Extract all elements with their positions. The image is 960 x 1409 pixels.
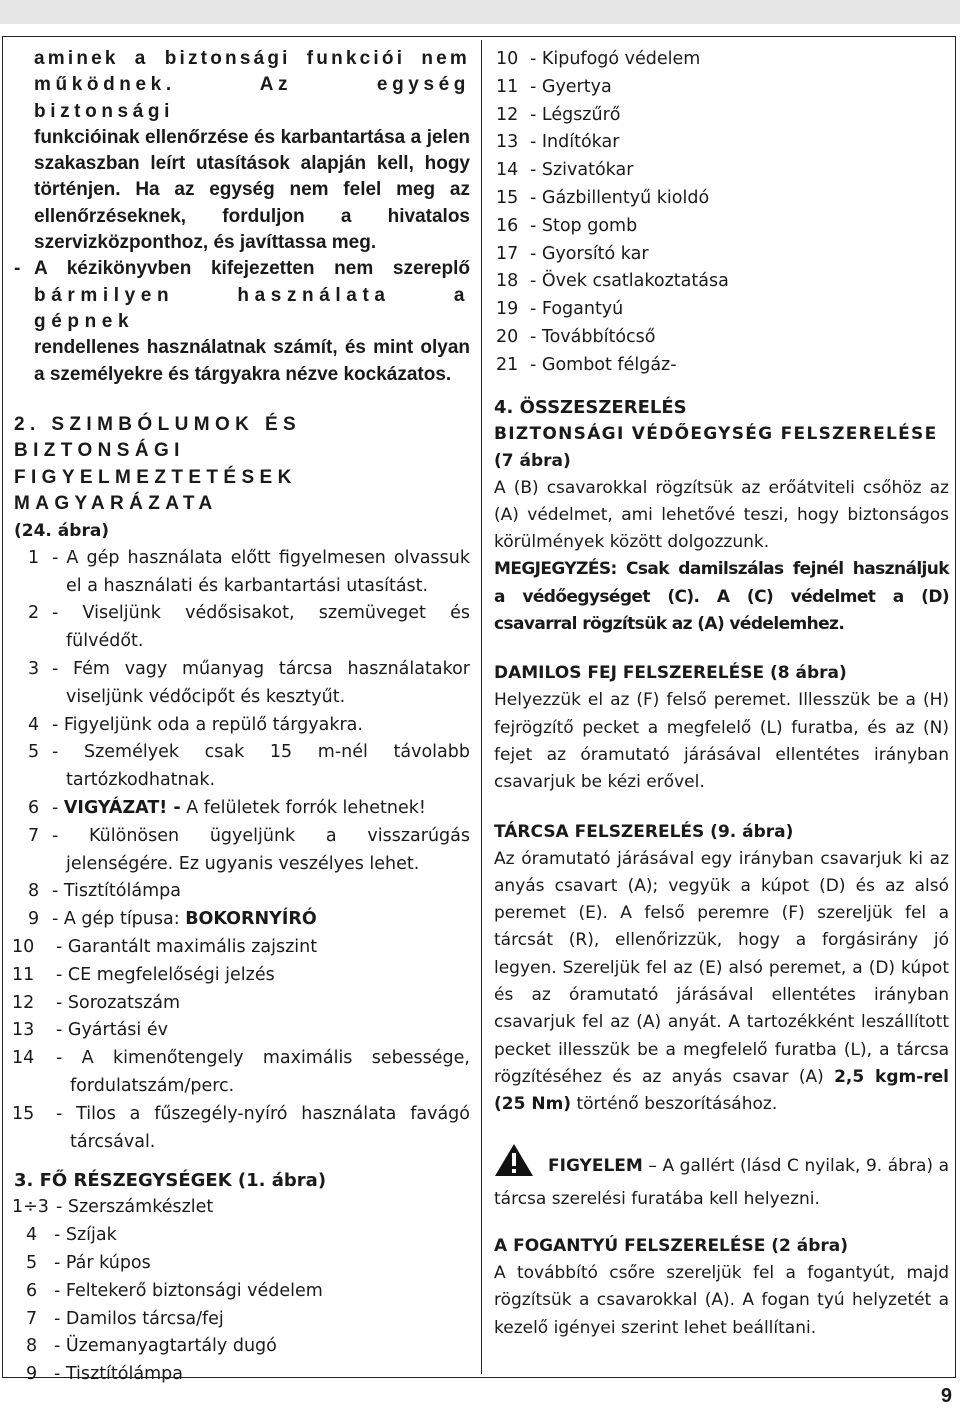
item-number: 9: [26, 1364, 38, 1385]
item-text: - Övek csatlakoztatása: [530, 271, 729, 292]
tarcsa-text-main: Az óramutató járásával egy irányban csavarjuk ki az anyás csavart (A); vegyük a kúpot (D) és az alsó peremet (E). A felső peremre (F) szereljük fel a tárcsát (R), ellenőrizzük, hogy a forgásirány jó legyen. Szereljük fel az (E) alsó peremet, a (D) kúpot és az óramutató járásával ellentétes irányban csavarjuk fel az (A) anyát. A tartozékként leszállított pecket illesszük be a megfelelő furatba (L), a tárcsa rögzítéséhez és az anyás csavar (A): [494, 848, 949, 1087]
section-2-title-line-1: 2. SZIMBÓLUMOK ÉS BIZTONSÁGI: [14, 413, 302, 462]
part-item: [494, 324, 949, 352]
top-bar: [0, 0, 960, 24]
part-item: [494, 102, 949, 130]
intro-line-2: működnek. Az egység biztonsági: [34, 74, 470, 122]
item-text: - Fogantyú: [530, 299, 624, 320]
item-number: 3: [28, 659, 40, 680]
damil-title: DAMILOS FEJ FELSZERELÉSE (8 ábra): [494, 663, 847, 684]
tarcsa-torque: 2,5 kgm-rel (25 Nm): [494, 1066, 950, 1115]
part-item: [494, 352, 949, 380]
item-text: - Gázbillentyű kioldó: [530, 187, 710, 208]
item-text: - A gép használata előtt figyelmesen olvassuk el a használati és karbantartási utasítást.: [52, 547, 470, 596]
item-text: - Gyártási év: [56, 1020, 168, 1041]
item-number: 14: [496, 160, 519, 181]
tarcsa-text-end: történő beszorításához.: [571, 1094, 778, 1115]
item-text: - Fém vagy műanyag tárcsa használatakor viseljünk védőcipőt és kesztyűt.: [52, 659, 470, 707]
intro-p2-rest: rendellenes használatnak számít, és mint olyan a személyekre és tárgyakra nézve kockázatos.: [34, 337, 470, 385]
item-number: 2: [28, 603, 40, 624]
figyelem-label: FIGYELEM: [548, 1155, 643, 1176]
item-number: 20: [496, 326, 519, 347]
item-text-post: A felületek forrók lehetnek!: [180, 798, 426, 819]
item-number: 4: [28, 714, 40, 735]
item-number: 21: [496, 354, 519, 375]
item-number: 5: [28, 742, 40, 763]
item-text: - A kimenőtengely maximális sebessége, fordulatszám/perc.: [56, 1048, 470, 1096]
section-2-title: [14, 412, 470, 518]
part-item: [14, 1361, 470, 1389]
symbol-item: [14, 795, 470, 823]
item-text: - Továbbítócső: [530, 326, 656, 347]
item-number: 10: [496, 49, 519, 69]
section-2-subtitle: (24. ábra): [14, 520, 110, 541]
part-item: [14, 1333, 470, 1361]
item-text: - Sorozatszám: [56, 992, 181, 1013]
symbol-item: [14, 600, 470, 656]
part-item: [494, 157, 949, 185]
part-item: [494, 185, 949, 213]
item-number: 7: [26, 1308, 38, 1329]
symbol-item: [14, 545, 470, 601]
symbol-item: [14, 656, 470, 712]
item-text-bold: BOKORNYÍRÓ: [185, 909, 317, 930]
item-number: 14: [12, 1048, 35, 1069]
item-number: 19: [496, 299, 519, 320]
section-4-note: MEGJEGYZÉS: Csak damilszálas fejnél használjuk a védőegységet (C). A (C) védelmet a (D) csavarral rögzítsük az (A) védelemhez.: [494, 559, 949, 635]
page-number: 9: [940, 1385, 952, 1407]
part-item: [494, 129, 949, 157]
item-text: - Szerszámkészlet: [56, 1197, 214, 1218]
part-item: [494, 46, 949, 74]
damil-text: Helyezzük el az (F) felső peremet. Illesszük be a (H) fejrögzítő pecket a megfelelő (L) furatba, és az (N) fejet az óramutató járásával ellentétes irányban csavarjuk be kézi erővel.: [494, 690, 949, 793]
right-column: [494, 46, 949, 1342]
symbol-item: [14, 878, 470, 906]
symbol-item: [14, 1101, 470, 1157]
item-text: - Stop gomb: [530, 215, 638, 236]
symbol-item: [14, 1017, 470, 1045]
item-number: 5: [26, 1252, 38, 1273]
section-4-text: A (B) csavarokkal rögzítsük az erőátviteli csőhöz az (A) védelmet, ami lehetővé teszi, hogy biztonságos körülmények között dolgozzunk.: [494, 477, 949, 553]
item-text: - Tisztítólámpa: [52, 881, 181, 902]
part-item: [14, 1306, 470, 1334]
part-item: [494, 268, 949, 296]
part-item: [494, 241, 949, 269]
item-number: 13: [12, 1020, 35, 1041]
item-number: 8: [28, 881, 40, 902]
section-4-subtitle: BIZTONSÁGI VÉDŐEGYSÉG FELSZERELÉSE: [494, 423, 938, 444]
item-text: - Damilos tárcsa/fej: [54, 1308, 224, 1329]
item-number: 10: [12, 937, 35, 958]
item-number: 13: [496, 132, 519, 153]
item-text: - Gyertya: [530, 76, 612, 97]
item-text: - Indítókar: [530, 132, 620, 153]
item-number: 12: [12, 992, 35, 1013]
item-number: 15: [496, 187, 519, 208]
item-number: 11: [12, 964, 35, 985]
warning-icon: [494, 1143, 534, 1186]
section-4-title: 4. ÖSSZESZERELÉS: [494, 396, 687, 418]
figyelem-block: [494, 1143, 949, 1214]
item-number: 9: [28, 909, 40, 930]
part-item: [14, 1194, 470, 1222]
intro-line-1: aminek a biztonsági funkciói nem: [34, 48, 470, 69]
part-item: [14, 1222, 470, 1250]
item-text: [52, 906, 470, 934]
item-text: - Figyeljünk oda a repülő tárgyakra.: [52, 714, 363, 735]
parts-list-left: [14, 1194, 470, 1389]
item-number: 12: [496, 104, 519, 125]
symbol-item: [14, 823, 470, 879]
item-number: 16: [496, 215, 519, 236]
tarcsa-title: TÁRCSA FELSZERELÉS (9. ábra): [494, 821, 794, 842]
item-text: - Szivatókar: [530, 160, 634, 181]
fogantyu-title: A FOGANTYÚ FELSZERELÉSE (2 ábra): [494, 1236, 849, 1257]
symbol-item: [14, 906, 470, 934]
item-text: - Viseljünk védősisakot, szemüveget és fülvédőt.: [52, 603, 470, 652]
figyelem-text: – A gallért (lásd C nyilak, 9. ábra) a tárcsa szerelési furatába kell helyezni.: [494, 1155, 949, 1209]
item-number: 15: [12, 1103, 35, 1124]
intro-paragraph-1: [14, 46, 470, 256]
column-divider: [481, 40, 482, 1374]
symbols-list: [14, 545, 470, 1157]
item-number: 1÷3: [12, 1197, 49, 1218]
item-text: - Légszűrő: [530, 104, 621, 125]
intro-paragraph-2: [14, 256, 470, 387]
section-3-title: 3. FŐ RÉSZEGYSÉGEK (1. ábra): [14, 1170, 327, 1192]
item-text: - Pár kúpos: [54, 1252, 151, 1273]
part-item: [494, 296, 949, 324]
section-4-ref: (7 ábra): [494, 450, 571, 471]
item-text: - Személyek csak 15 m-nél távolabb tartózkodhatnak.: [52, 742, 470, 791]
item-text: - Gombot félgáz-: [530, 354, 677, 375]
item-text-bold: VIGYÁZAT! -: [63, 798, 181, 819]
part-item: [494, 74, 949, 102]
item-text: - CE megfelelőségi jelzés: [56, 964, 275, 985]
item-number: 6: [28, 798, 40, 819]
symbol-item: [14, 934, 470, 962]
part-item: [494, 213, 949, 241]
item-text: - Szíjak: [54, 1225, 117, 1246]
item-text: - Tilos a fűszegély-nyíró használata favágó tárcsával.: [56, 1103, 470, 1152]
symbol-item: [14, 990, 470, 1018]
intro-dash: -: [14, 258, 21, 280]
item-text-pre: - A gép típusa:: [52, 909, 186, 930]
intro-p2-line-2: bármilyen használata a gépnek: [34, 284, 470, 332]
item-number: 4: [26, 1225, 38, 1246]
symbol-item: [14, 712, 470, 740]
part-item: [14, 1250, 470, 1278]
parts-list-right: [494, 46, 949, 380]
item-text: [52, 795, 470, 823]
item-number: 6: [26, 1280, 38, 1301]
item-text: - Tisztítólámpa: [54, 1364, 183, 1385]
intro-p2-line-1: A kézikönyvben kifejezetten nem szereplő: [34, 258, 470, 280]
item-number: 17: [496, 243, 519, 264]
symbol-item: [14, 739, 470, 795]
intro-rest: funkcióinak ellenőrzése és karbantartása a jelen szakaszban leírt utasítások alapján kell, hogy történjen. Ha az egység nem felel meg az ellenőrzéseknek, forduljon a hivatalos szervizközponthoz, és javíttassa meg.: [34, 126, 470, 254]
item-text: - Feltekerő biztonsági védelem: [54, 1280, 323, 1301]
section-2-title-line-2: FIGYELMEZTETÉSEK MAGYARÁZATA: [14, 466, 297, 515]
item-text: - Kipufogó védelem: [530, 49, 701, 69]
fogantyu-text: A továbbító csőre szereljük fel a fogantyút, majd rögzítsük a csavarokkal (A). A fogan tyú helyzetét a kezelő igényei szerint lehet beállítani.: [494, 1263, 949, 1338]
symbol-item: [14, 1045, 470, 1101]
item-text: - Üzemanyagtartály dugó: [54, 1336, 277, 1357]
item-text: - Különösen ügyeljünk a visszarúgás jelenségére. Ez ugyanis veszélyes lehet.: [52, 825, 470, 874]
item-text: - Gyorsító kar: [530, 243, 649, 264]
item-number: 11: [496, 76, 519, 97]
item-number: 1: [28, 547, 40, 568]
item-text-pre: -: [52, 798, 64, 819]
symbol-item: [14, 962, 470, 990]
item-number: 18: [496, 271, 519, 292]
part-item: [14, 1278, 470, 1306]
left-column: [14, 46, 470, 1389]
item-number: 7: [28, 825, 40, 846]
item-number: 8: [26, 1336, 38, 1357]
item-text: - Garantált maximális zajszint: [56, 937, 318, 958]
tarcsa-text: [494, 846, 949, 1119]
